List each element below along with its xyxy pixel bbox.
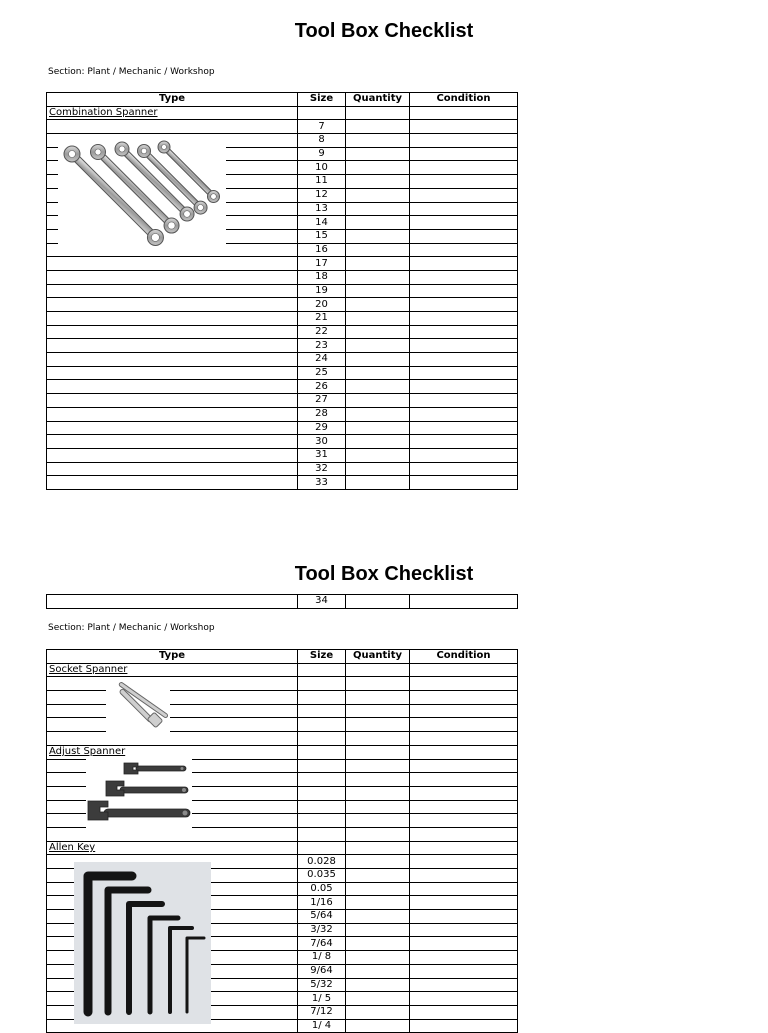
condition-cell [410,691,518,705]
header-condition: Condition [410,93,518,107]
condition-cell [410,407,518,421]
table-row [47,407,518,421]
category-label: Combination Spanner [49,107,158,119]
table-header-row [47,93,518,107]
quantity-cell [346,745,410,759]
condition-cell [410,120,518,134]
type-cell [47,827,298,841]
type-cell [47,691,298,705]
quantity-cell [346,882,410,896]
condition-cell [410,161,518,175]
table-row [47,732,518,746]
size-cell: 9 [298,147,346,161]
size-cell: 32 [298,462,346,476]
quantity-cell [346,134,410,148]
quantity-cell [346,732,410,746]
type-cell [47,257,298,271]
type-cell [47,339,298,353]
size-cell: 26 [298,380,346,394]
condition-cell [410,869,518,883]
size-cell: 1/ 4 [298,1019,346,1033]
type-cell [47,595,298,609]
table-row [47,339,518,353]
condition-cell [410,325,518,339]
condition-cell [410,134,518,148]
type-cell [47,745,298,759]
header-type: Type [47,93,298,107]
size-cell [298,786,346,800]
condition-cell [410,745,518,759]
quantity-cell [346,380,410,394]
page2-title [0,563,768,586]
size-cell [298,106,346,120]
size-cell [298,814,346,828]
condition-cell [410,759,518,773]
condition-cell [410,827,518,841]
quantity-cell [346,202,410,216]
size-cell: 7/12 [298,1005,346,1019]
quantity-cell [346,175,410,189]
size-cell: 10 [298,161,346,175]
type-cell [47,394,298,408]
condition-cell [410,435,518,449]
condition-cell [410,663,518,677]
type-cell [47,407,298,421]
condition-cell [410,732,518,746]
condition-cell [410,882,518,896]
condition-cell [410,147,518,161]
size-cell: 0.028 [298,855,346,869]
condition-cell [410,380,518,394]
page1-title-text: Tool Box Checklist [294,20,474,42]
size-cell: 23 [298,339,346,353]
allen-key-icon [74,862,211,1024]
condition-cell [410,937,518,951]
condition-cell [410,257,518,271]
quantity-cell [346,951,410,965]
table-row [47,595,518,609]
header-quantity: Quantity [346,650,410,664]
size-cell: 33 [298,476,346,490]
table-row [47,448,518,462]
size-cell: 21 [298,312,346,326]
type-cell [47,298,298,312]
condition-cell [410,106,518,120]
quantity-cell [346,284,410,298]
quantity-cell [346,855,410,869]
quantity-cell [346,1005,410,1019]
quantity-cell [346,106,410,120]
table-row [47,841,518,855]
quantity-cell [346,257,410,271]
quantity-cell [346,188,410,202]
socket-wrench-icon [106,680,170,732]
table-row [47,462,518,476]
quantity-cell [346,353,410,367]
spanner-set-icon [58,134,226,254]
condition-cell [410,896,518,910]
header-size: Size [298,650,346,664]
condition-cell [410,175,518,189]
size-cell: 27 [298,394,346,408]
type-cell [47,841,298,855]
table-row [47,353,518,367]
condition-cell [410,841,518,855]
type-cell [47,677,298,691]
size-cell [298,663,346,677]
quantity-cell [346,421,410,435]
size-cell: 7/64 [298,937,346,951]
size-cell: 17 [298,257,346,271]
quantity-cell [346,718,410,732]
table-row [47,380,518,394]
quantity-cell [346,663,410,677]
table-row [47,284,518,298]
size-cell: 19 [298,284,346,298]
page2-title-text: Tool Box Checklist [294,563,474,585]
condition-cell [410,910,518,924]
size-cell: 20 [298,298,346,312]
socket-t-wrench-photo [106,680,170,732]
quantity-cell [346,407,410,421]
condition-cell [410,800,518,814]
size-cell [298,745,346,759]
quantity-cell [346,896,410,910]
size-cell: 3/32 [298,923,346,937]
size-cell [298,704,346,718]
quantity-cell [346,869,410,883]
type-cell [47,380,298,394]
condition-cell [410,1005,518,1019]
size-cell: 1/ 5 [298,992,346,1006]
quantity-cell [346,800,410,814]
condition-cell [410,298,518,312]
header-type: Type [47,650,298,664]
header-quantity: Quantity [346,93,410,107]
type-cell [47,718,298,732]
size-cell: 18 [298,270,346,284]
size-cell: 0.035 [298,869,346,883]
quantity-cell [346,964,410,978]
quantity-cell [346,161,410,175]
quantity-cell [346,992,410,1006]
table-row [47,827,518,841]
quantity-cell [346,677,410,691]
condition-cell [410,773,518,787]
condition-cell [410,202,518,216]
quantity-cell [346,229,410,243]
size-cell: 5/32 [298,978,346,992]
quantity-cell [346,270,410,284]
condition-cell [410,992,518,1006]
quantity-cell [346,462,410,476]
size-cell: 0.05 [298,882,346,896]
size-cell [298,732,346,746]
table-header-row [47,650,518,664]
size-cell: 5/64 [298,910,346,924]
size-cell [298,800,346,814]
size-cell [298,718,346,732]
quantity-cell [346,910,410,924]
quantity-cell [346,814,410,828]
quantity-cell [346,147,410,161]
size-cell: 29 [298,421,346,435]
quantity-cell [346,923,410,937]
type-cell [47,663,298,677]
quantity-cell [346,841,410,855]
quantity-cell [346,759,410,773]
quantity-cell [346,448,410,462]
size-cell: 15 [298,229,346,243]
condition-cell [410,855,518,869]
size-cell [298,759,346,773]
table-row [47,663,518,677]
table-row [47,421,518,435]
condition-cell [410,284,518,298]
quantity-cell [346,704,410,718]
table-row [47,745,518,759]
size-cell: 7 [298,120,346,134]
page1-title [0,20,768,43]
page1-section-label: Section: Plant / Mechanic / Workshop [48,67,215,77]
allen-key-set-photo [74,862,211,1024]
size-cell: 9/64 [298,964,346,978]
size-cell [298,691,346,705]
condition-cell [410,462,518,476]
category-allen-key: Allen Key [49,841,96,853]
type-cell [47,448,298,462]
type-cell [47,366,298,380]
table-row [47,312,518,326]
size-cell: 11 [298,175,346,189]
condition-cell [410,951,518,965]
quantity-cell [346,216,410,230]
type-cell [47,435,298,449]
size-cell: 12 [298,188,346,202]
quantity-cell [346,312,410,326]
quantity-cell [346,325,410,339]
condition-cell [410,421,518,435]
type-cell [47,312,298,326]
table-row [47,435,518,449]
type-cell [47,421,298,435]
table-row [47,270,518,284]
condition-cell [410,229,518,243]
condition-cell [410,704,518,718]
size-cell [298,677,346,691]
size-cell: 22 [298,325,346,339]
adjustable-spanner-icon [86,759,192,829]
type-cell [47,270,298,284]
quantity-cell [346,366,410,380]
type-cell [47,462,298,476]
header-size: Size [298,93,346,107]
size-cell: 13 [298,202,346,216]
condition-cell [410,1019,518,1033]
condition-cell [410,312,518,326]
page2-section-label: Section: Plant / Mechanic / Workshop [48,623,215,633]
category-socket-spanner: Socket Spanner [49,664,128,676]
type-cell [47,353,298,367]
table-row [47,325,518,339]
condition-cell [410,923,518,937]
condition-cell [410,978,518,992]
size-cell [298,827,346,841]
quantity-cell [346,476,410,490]
condition-cell [410,216,518,230]
size-cell: 31 [298,448,346,462]
quantity-cell [346,978,410,992]
quantity-cell [346,786,410,800]
condition-cell [410,366,518,380]
condition-cell [410,718,518,732]
quantity-cell [346,394,410,408]
size-cell [298,841,346,855]
type-cell [47,732,298,746]
size-cell: 1/16 [298,896,346,910]
quantity-cell [346,339,410,353]
quantity-cell [346,595,410,609]
type-cell [47,120,298,134]
size-cell: 24 [298,353,346,367]
quantity-cell [346,298,410,312]
condition-cell [410,786,518,800]
size-cell: 16 [298,243,346,257]
table-row [47,120,518,134]
category-combination-spanner [47,106,298,120]
condition-cell [410,188,518,202]
size-cell: 25 [298,366,346,380]
header-condition: Condition [410,650,518,664]
size-cell: 30 [298,435,346,449]
condition-cell [410,595,518,609]
type-cell [47,325,298,339]
adjustable-spanners-photo [86,759,192,829]
quantity-cell [346,1019,410,1033]
quantity-cell [346,691,410,705]
combination-spanner-set-photo [58,134,226,254]
quantity-cell [346,937,410,951]
condition-cell [410,339,518,353]
condition-cell [410,394,518,408]
quantity-cell [346,120,410,134]
table-row [47,257,518,271]
size-cell: 1/ 8 [298,951,346,965]
condition-cell [410,270,518,284]
condition-cell [410,814,518,828]
quantity-cell [346,243,410,257]
quantity-cell [346,435,410,449]
size-cell: 34 [298,595,346,609]
size-cell: 14 [298,216,346,230]
condition-cell [410,964,518,978]
condition-cell [410,243,518,257]
type-cell [47,284,298,298]
table-row [47,366,518,380]
condition-cell [410,353,518,367]
type-cell [47,704,298,718]
category-row [47,106,518,120]
table-row [47,394,518,408]
type-cell [47,476,298,490]
size-cell: 8 [298,134,346,148]
size-cell: 28 [298,407,346,421]
condition-cell [410,476,518,490]
condition-cell [410,448,518,462]
quantity-cell [346,827,410,841]
category-adjust-spanner: Adjust Spanner [49,746,126,758]
condition-cell [410,677,518,691]
page2-carry-table [46,594,518,609]
table-row [47,298,518,312]
size-cell [298,773,346,787]
table-row [47,476,518,490]
quantity-cell [346,773,410,787]
